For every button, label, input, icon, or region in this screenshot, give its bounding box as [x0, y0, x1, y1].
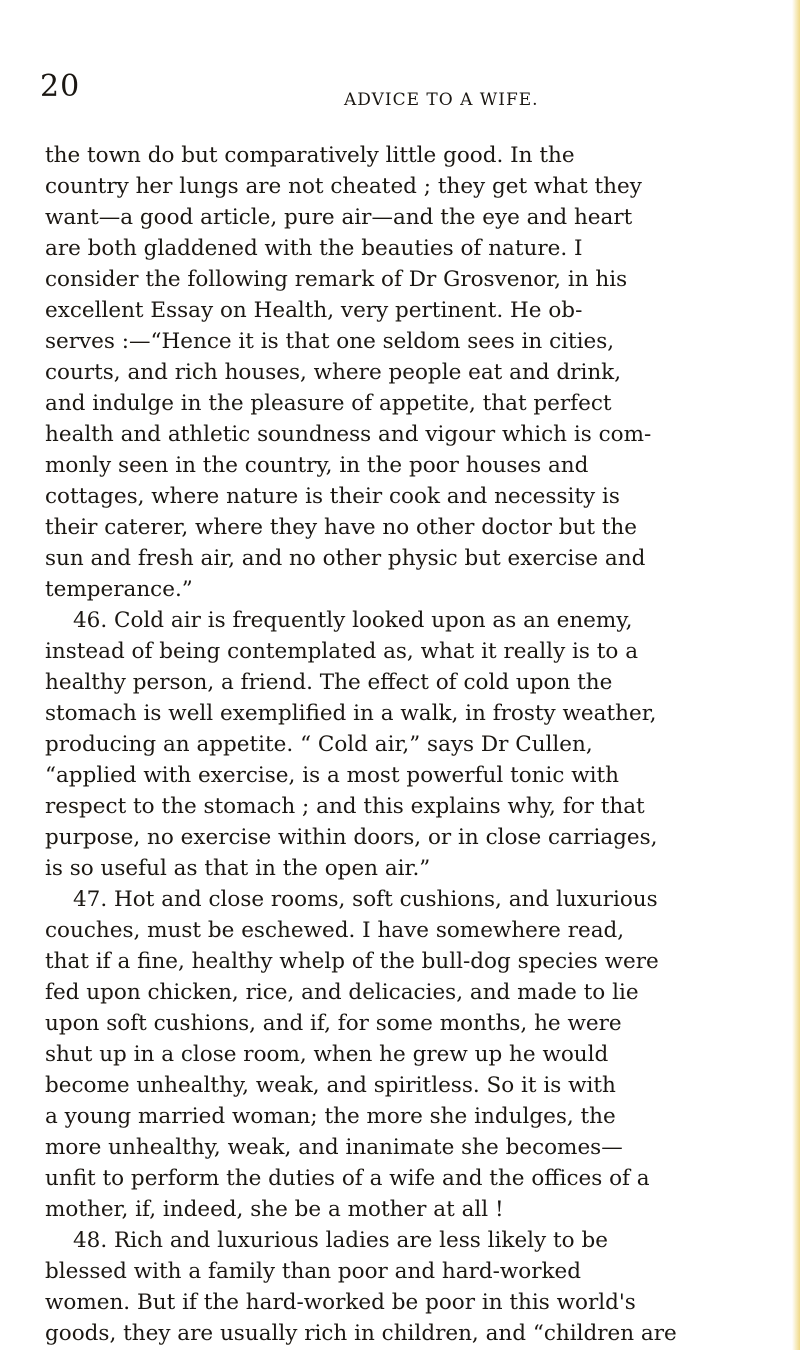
page-edge: [792, 0, 800, 1350]
text-line: consider the following remark of Dr Grosvenor, in his: [45, 267, 628, 292]
text-line: and indulge in the pleasure of appetite, that perfect: [45, 391, 612, 416]
text-line: sun and fresh air, and no other physic but exercise and: [45, 546, 646, 571]
text-line: blessed with a family than poor and hard-worked: [45, 1259, 582, 1284]
text-line: “applied with exercise, is a most powerful tonic with: [45, 763, 620, 788]
text-line: that if a fine, healthy whelp of the bull-dog species were: [45, 949, 659, 974]
body-text: [45, 140, 775, 1349]
text-line: mother, if, indeed, she be a mother at all !: [45, 1197, 504, 1222]
text-line: women. But if the hard-worked be poor in this world's: [45, 1290, 636, 1315]
text-line: couches, must be eschewed. I have somewhere read,: [45, 918, 625, 943]
text-line: want—a good article, pure air—and the eye and heart: [45, 205, 633, 230]
text-line: stomach is well exemplified in a walk, in frosty weather,: [45, 701, 657, 726]
paragraph-46-start: 46. Cold air is frequently looked upon as an enemy,: [73, 608, 633, 633]
text-line: become unhealthy, weak, and spiritless. So it is with: [45, 1073, 616, 1098]
text-line: healthy person, a friend. The effect of cold upon the: [45, 670, 613, 695]
running-head: ADVICE TO A WIFE.: [344, 90, 539, 110]
paragraph-48-start: 48. Rich and luxurious ladies are less likely to be: [73, 1228, 608, 1253]
page-number: 20: [40, 69, 81, 104]
text-line: more unhealthy, weak, and inanimate she becomes—: [45, 1135, 623, 1160]
text-line: fed upon chicken, rice, and delicacies, and made to lie: [45, 980, 639, 1005]
text-line: is so useful as that in the open air.”: [45, 856, 431, 881]
text-line: producing an appetite. “ Cold air,” says Dr Cullen,: [45, 732, 593, 757]
text-line: cottages, where nature is their cook and necessity is: [45, 484, 620, 509]
text-line: instead of being contemplated as, what it really is to a: [45, 639, 639, 664]
text-line: a young married woman; the more she indulges, the: [45, 1104, 616, 1129]
text-line: monly seen in the country, in the poor houses and: [45, 453, 589, 478]
text-line: health and athletic soundness and vigour which is com-: [45, 422, 652, 447]
text-line: respect to the stomach ; and this explains why, for that: [45, 794, 645, 819]
paragraph-47-start: 47. Hot and close rooms, soft cushions, and luxurious: [73, 887, 658, 912]
text-line: country her lungs are not cheated ; they get what they: [45, 174, 642, 199]
text-line: their caterer, where they have no other doctor but the: [45, 515, 638, 540]
text-line: upon soft cushions, and if, for some months, he were: [45, 1011, 622, 1036]
text-line: the town do but comparatively little good. In the: [45, 143, 575, 168]
text-line: purpose, no exercise within doors, or in close carriages,: [45, 825, 658, 850]
text-line: temperance.”: [45, 577, 193, 602]
text-line: serves :—“Hence it is that one seldom sees in cities,: [45, 329, 615, 354]
text-line: excellent Essay on Health, very pertinent. He ob-: [45, 298, 583, 323]
text-line: goods, they are usually rich in children, and “children are: [45, 1321, 677, 1346]
text-line: courts, and rich houses, where people eat and drink,: [45, 360, 622, 385]
text-line: are both gladdened with the beauties of nature. I: [45, 236, 583, 261]
text-line: shut up in a close room, when he grew up he would: [45, 1042, 609, 1067]
text-line: unfit to perform the duties of a wife and the offices of a: [45, 1166, 650, 1191]
